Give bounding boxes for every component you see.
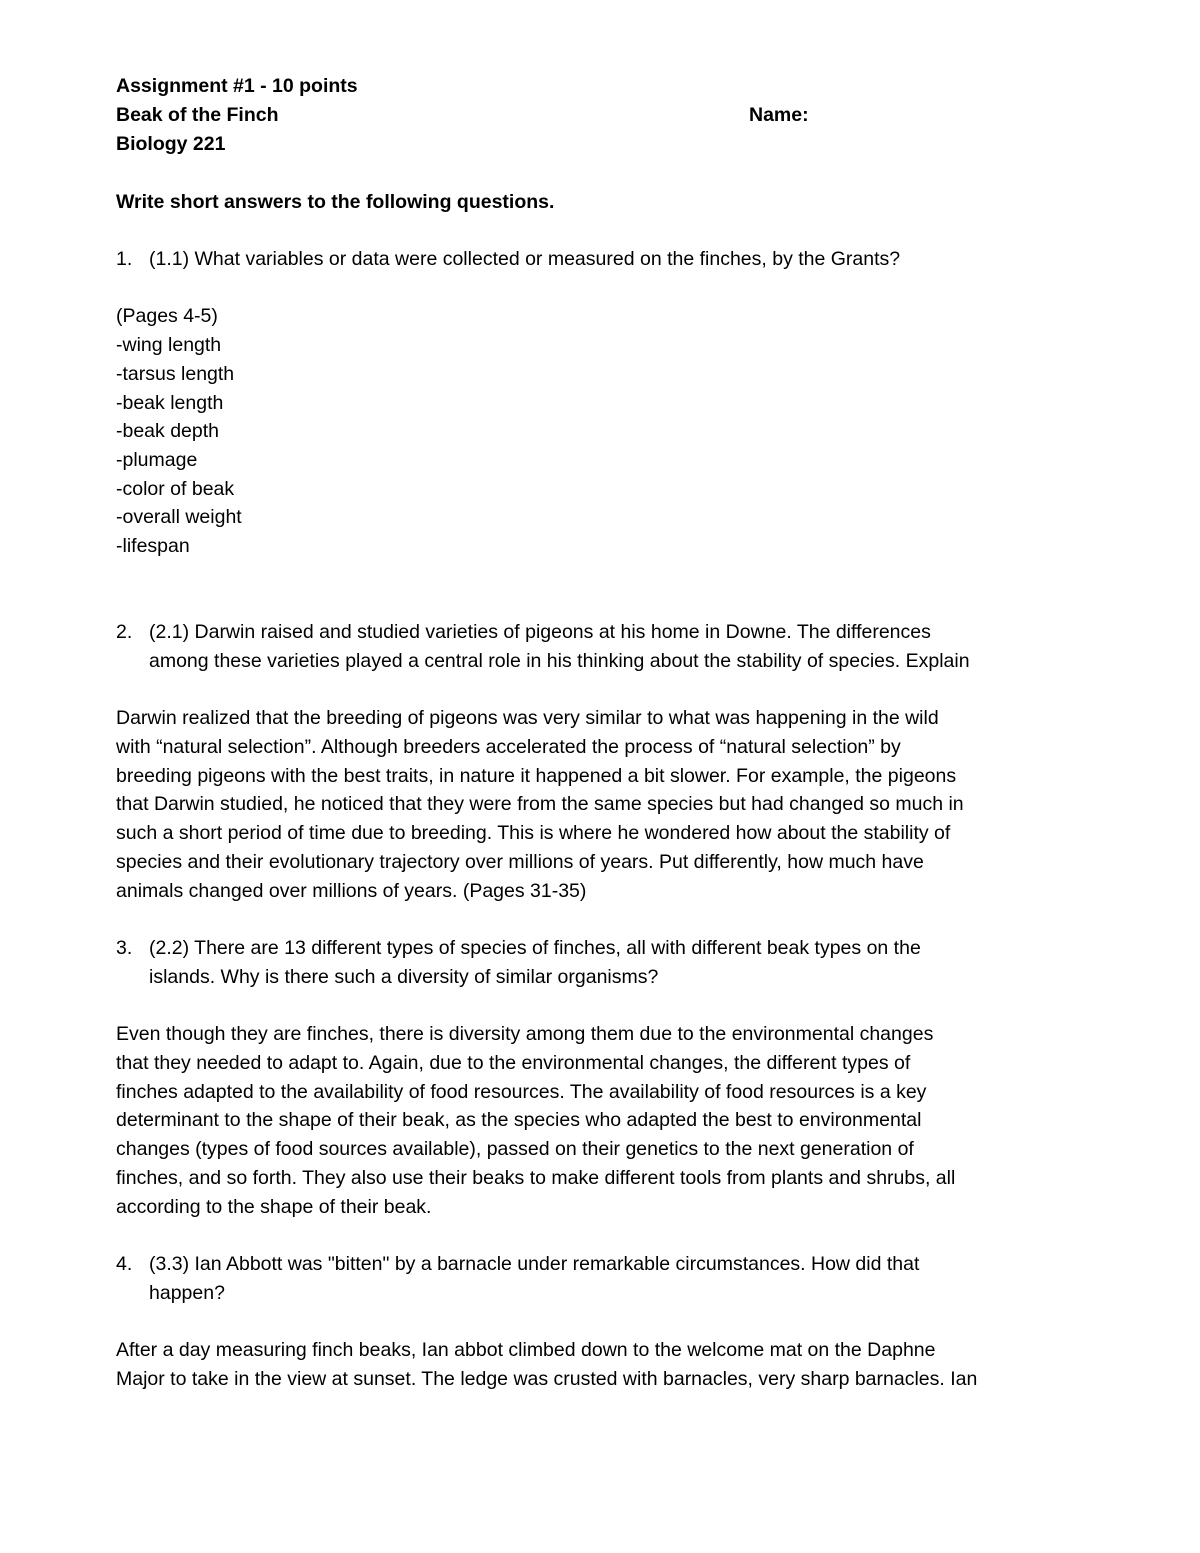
answer-3-line: changes (types of food sources available), passed on their genetics to the next generation of	[116, 1138, 914, 1160]
answer-3-line: finches adapted to the availability of food resources. The availability of food resources is a key	[116, 1081, 927, 1103]
question-number-4: 4.	[116, 1253, 133, 1275]
question-2-line-2: among these varieties played a central role in his thinking about the stability of species. Explain	[149, 650, 970, 672]
answer-3-line: finches, and so forth. They also use their beaks to make different tools from plants and shrubs, all	[116, 1167, 956, 1189]
question-number-3: 3.	[116, 937, 133, 959]
name-label: Name:	[749, 104, 809, 126]
answer-2-line: with “natural selection”. Although breeders accelerated the process of “natural selection” by	[116, 736, 901, 758]
answer-3-line: determinant to the shape of their beak, as the species who adapted the best to environmental	[116, 1109, 922, 1131]
question-2-line-1: (2.1) Darwin raised and studied varieties of pigeons at his home in Downe. The differences	[149, 621, 931, 643]
instructions: Write short answers to the following questions.	[116, 191, 555, 213]
answer-1-item: -plumage	[116, 449, 198, 471]
answer-3-line: according to the shape of their beak.	[116, 1196, 432, 1218]
assignment-heading: Assignment #1 - 10 points	[116, 75, 358, 97]
answer-3-line: that they needed to adapt to. Again, due to the environmental changes, the different types of	[116, 1052, 911, 1074]
answer-1-item: -overall weight	[116, 506, 242, 528]
answer-1-item: -lifespan	[116, 535, 190, 557]
course-label: Biology 221	[116, 133, 226, 155]
answer-2-line: species and their evolutionary trajectory over millions of years. Put differently, how much have	[116, 851, 924, 873]
answer-2-line: animals changed over millions of years. (Pages 31-35)	[116, 880, 587, 902]
answer-2-line: Darwin realized that the breeding of pigeons was very similar to what was happening in the wild	[116, 707, 939, 729]
answer-2-line: such a short period of time due to breeding. This is where he wondered how about the stability of	[116, 822, 951, 844]
answer-1-item: -beak depth	[116, 420, 219, 442]
answer-2-line: that Darwin studied, he noticed that they were from the same species but had changed so much in	[116, 793, 964, 815]
question-4-line-2: happen?	[149, 1282, 225, 1304]
question-3-line-1: (2.2) There are 13 different types of species of finches, all with different beak types on the	[149, 937, 921, 959]
question-3-line-2: islands. Why is there such a diversity of similar organisms?	[149, 966, 659, 988]
question-number-2: 2.	[116, 621, 133, 643]
answer-1-item: -tarsus length	[116, 363, 235, 385]
question-1-line-1: (1.1) What variables or data were collected or measured on the finches, by the Grants?	[149, 248, 901, 270]
question-4-line-1: (3.3) Ian Abbott was "bitten" by a barnacle under remarkable circumstances. How did that	[149, 1253, 920, 1275]
answer-1-item: -wing length	[116, 334, 222, 356]
assignment-title: Beak of the Finch	[116, 104, 279, 126]
answer-1-item: -beak length	[116, 392, 224, 414]
question-number-1: 1.	[116, 248, 133, 270]
answer-4-line: After a day measuring finch beaks, Ian abbot climbed down to the welcome mat on the Daphne	[116, 1339, 936, 1361]
answer-4-line: Major to take in the view at sunset. The ledge was crusted with barnacles, very sharp barnacles. Ian	[116, 1368, 978, 1390]
answer-1-intro: (Pages 4-5)	[116, 305, 218, 327]
answer-1-item: -color of beak	[116, 478, 235, 500]
answer-3-line: Even though they are finches, there is diversity among them due to the environmental changes	[116, 1023, 934, 1045]
answer-2-line: breeding pigeons with the best traits, in nature it happened a bit slower. For example, the pigeons	[116, 765, 957, 787]
